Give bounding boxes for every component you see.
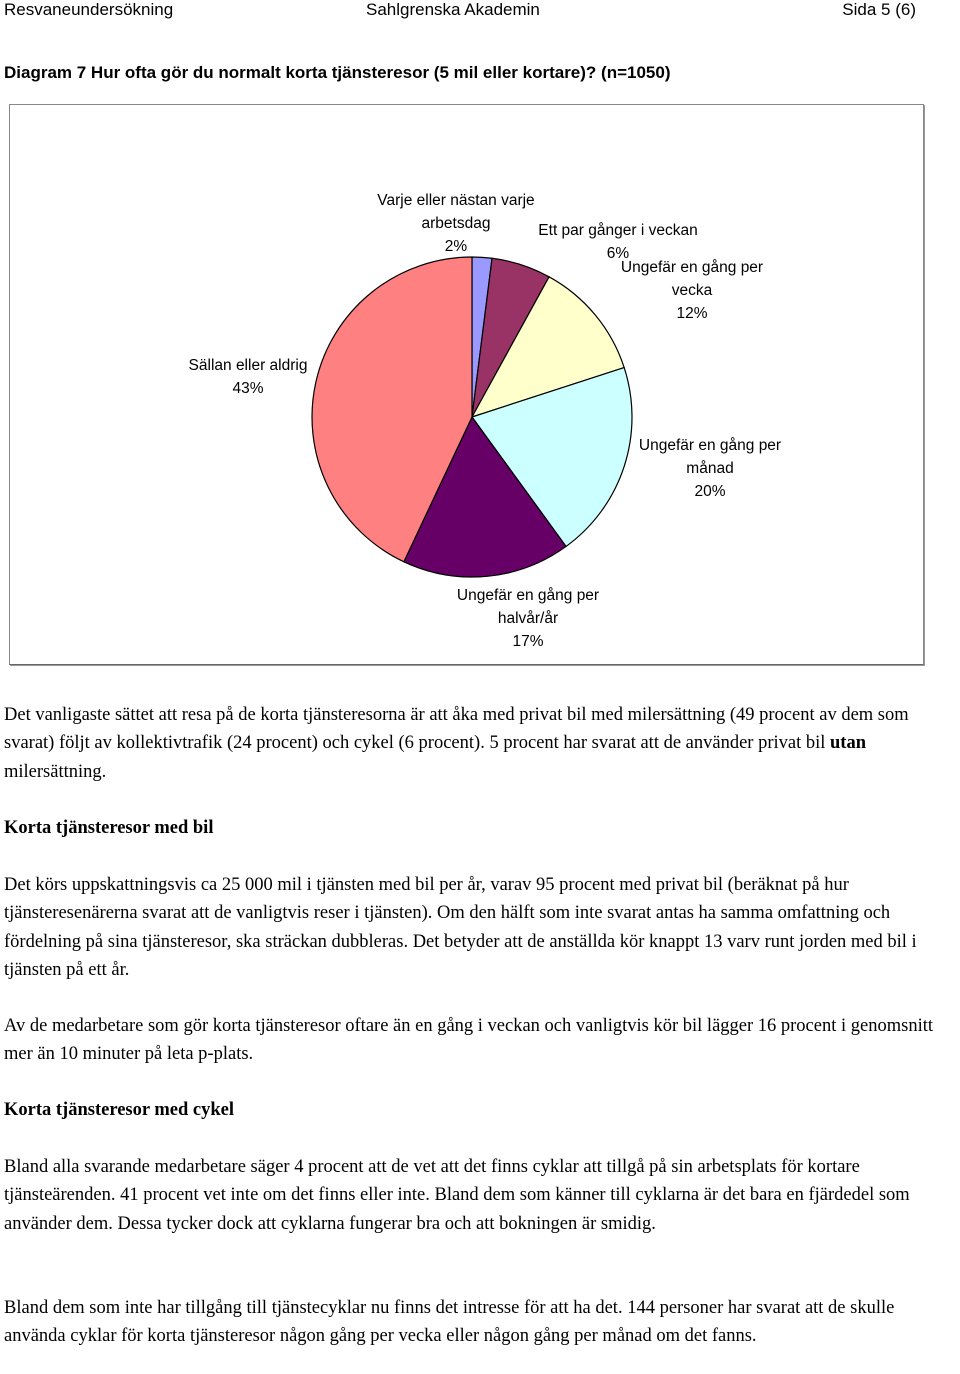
label-weekly xyxy=(577,256,807,325)
label-daily-line1: Varje eller nästan varje xyxy=(377,192,535,209)
paragraph-bike-access: Bland alla svarande medarbetare säger 4 procent att de vet att det finns cyklar att tillgå på sin arbetsplats för kortare tjänsteärenden. 41 procent vet inte om det finns eller inte. Bland dem som känner till cyklarna är det bara en fjärdedel som använder dem. Dessa tycker dock att cyklarna fungerar bra och att bokningen är smidig. xyxy=(4,1157,910,1234)
label-halfyear-line1: Ungefär en gång per xyxy=(456,587,600,604)
paragraph-travel-modes-a: Det vanligaste sättet att resa på de korta tjänsteresorna är att åka med privat bil med milersättning (49 procent av dem som svarat) följt av kollektivtrafik (24 procent) och cykel (6 procent). 5 procent har svarat att de använder privat bil xyxy=(4,705,909,754)
paragraph-car-mileage: Det körs uppskattningsvis ca 25 000 mil i tjänsten med bil per år, varav 95 procent med privat bil (beräknat på hur tjänsteresenärerna svarat att de vanligtvis reser i tjänsten). Om den hälft som inte svarat antas ha samma omfattning och fördelning på sina tjänsteresor, ska sträckan dubbleras. Det betyder att de anställda kör knappt 13 varv runt jorden med bil i tjänsten på ett år. xyxy=(4,875,917,980)
heading-bike-trips: Korta tjänsteresor med cykel xyxy=(4,1100,234,1120)
label-halfyear-line2: halvår/år xyxy=(497,610,559,627)
label-weekly-pct: 12% xyxy=(676,305,708,322)
paragraph-bike-interest: Bland dem som inte har tillgång till tjänstecyklar nu finns det intresse för att ha det. 144 personer har svarat att de skulle använda cyklar för korta tjänsteresor någon gång per vecka eller någon gång per månad om det fanns. xyxy=(4,1298,895,1347)
label-monthly-pct: 20% xyxy=(694,483,726,500)
label-rarely-line1: Sällan eller aldrig xyxy=(188,357,308,374)
label-halfyear xyxy=(413,584,643,653)
label-halfyear-pct: 17% xyxy=(512,633,544,650)
header-page-number: Sida 5 (6) xyxy=(842,0,916,19)
label-daily-line2: arbetsdag xyxy=(421,215,491,232)
label-weekly-line2: vecka xyxy=(671,282,713,299)
paragraph-travel-modes-b: milersättning. xyxy=(4,761,107,782)
label-monthly xyxy=(595,434,825,503)
paragraph-parking: Av de medarbetare som gör korta tjänsteresor oftare än en gång i veckan och vanligtvis kör bil lägger 16 procent i genomsnitt mer än 10 minuter på leta p-plats. xyxy=(4,1016,933,1065)
paragraph-travel-modes xyxy=(4,701,960,786)
label-monthly-line1: Ungefär en gång per xyxy=(638,437,782,454)
header-center: Sahlgrenska Akademin xyxy=(366,0,540,19)
label-rarely-pct: 43% xyxy=(232,380,264,397)
label-few-week-line1: Ett par gånger i veckan xyxy=(538,222,698,239)
label-rarely xyxy=(148,354,348,400)
label-daily-pct: 2% xyxy=(444,238,468,255)
paragraph-travel-modes-bold: utan xyxy=(830,733,867,754)
label-weekly-line1: Ungefär en gång per xyxy=(620,259,764,276)
label-monthly-line2: månad xyxy=(686,460,734,477)
label-few-week-pct: 6% xyxy=(606,245,630,262)
header-left: Resvaneundersökning xyxy=(4,0,174,19)
diagram-title: Diagram 7 Hur ofta gör du normalt korta tjänsteresor (5 mil eller kortare)? (n=1050) xyxy=(4,63,671,82)
heading-car-trips: Korta tjänsteresor med bil xyxy=(4,818,214,838)
